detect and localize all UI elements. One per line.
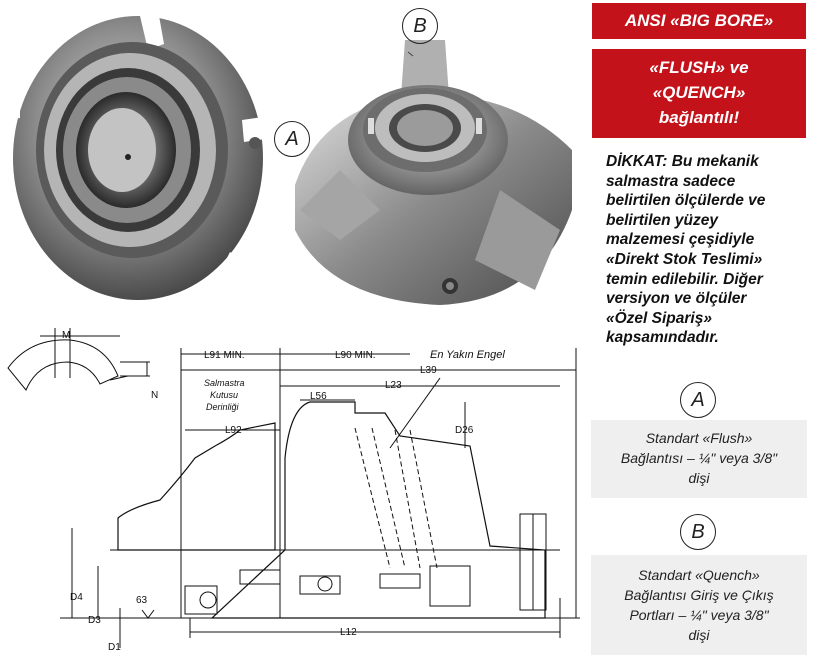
warning-line: belirtilen yüzey xyxy=(606,211,718,229)
warning-line: salmastra sadece xyxy=(606,172,736,190)
subtitle-line: «FLUSH» ve xyxy=(649,58,749,77)
quench-info-box xyxy=(591,555,807,655)
label-l23: L23 xyxy=(385,380,402,391)
warning-text xyxy=(606,152,806,348)
label-l39: L39 xyxy=(420,365,437,376)
warning-line: kapsamındadır. xyxy=(606,329,719,347)
quench-info-line: Portları – ¼" veya 3/8" xyxy=(629,607,769,623)
warning-line: temin edilebilir. Diğer xyxy=(606,270,763,288)
gland-body xyxy=(118,423,275,550)
quench-info-line: dişi xyxy=(688,627,710,643)
title-banner: ANSI «BIG BORE» xyxy=(592,3,806,39)
subtitle-line: «QUENCH» xyxy=(652,83,746,102)
cartridge-seal-photo xyxy=(280,0,585,315)
label-en-yakin-engel: En Yakın Engel xyxy=(430,349,505,361)
callout-a-photo: A xyxy=(274,121,310,157)
warning-line: versiyon ve ölçüler xyxy=(606,290,747,308)
label-l92: L92 xyxy=(225,425,242,436)
label-d1: D1 xyxy=(108,642,121,653)
label-l90: L90 MIN. xyxy=(335,350,376,361)
technical-drawing xyxy=(0,318,590,658)
label-salmastra-1: Salmastra xyxy=(204,378,245,388)
warning-line: belirtilen ölçülerde ve xyxy=(606,192,766,210)
quench-info-line: Standart «Quench» xyxy=(638,567,760,583)
label-m: M xyxy=(62,330,71,341)
warning-line: malzemesi çeşidiyle xyxy=(606,231,755,249)
label-d4: D4 xyxy=(70,592,83,603)
subtitle-line: bağlantılı! xyxy=(658,108,740,127)
label-d26: D26 xyxy=(455,425,474,436)
detail-sketch xyxy=(8,340,118,390)
seal-gland-photo xyxy=(0,0,275,315)
label-salmastra-3: Derinliği xyxy=(206,402,239,412)
warning-line: DİKKAT: Bu mekanik xyxy=(606,153,759,170)
label-l12: L12 xyxy=(340,627,357,638)
label-d3: D3 xyxy=(88,615,101,626)
warning-line: «Direkt Stok Teslimi» xyxy=(606,250,763,268)
flush-info-box xyxy=(591,420,807,498)
label-surface-63: 63 xyxy=(136,595,148,606)
subtitle-banner xyxy=(592,49,806,138)
flush-info-line: dişi xyxy=(688,470,710,486)
label-n: N xyxy=(151,390,159,401)
warning-line: «Özel Sipariş» xyxy=(606,309,712,327)
flush-info-line: Standart «Flush» xyxy=(645,430,753,446)
flush-info-line: Bağlantısı – ¼" veya 3/8" xyxy=(620,450,778,466)
label-salmastra-2: Kutusu xyxy=(210,390,239,400)
callout-b-photo: B xyxy=(402,8,438,44)
quench-info-line: Bağlantısı Giriş ve Çıkış xyxy=(624,587,774,603)
label-l56: L56 xyxy=(310,391,327,402)
callout-a-legend: A xyxy=(680,382,716,418)
callout-b-legend: B xyxy=(680,514,716,550)
label-l91: L91 MIN. xyxy=(204,350,245,361)
